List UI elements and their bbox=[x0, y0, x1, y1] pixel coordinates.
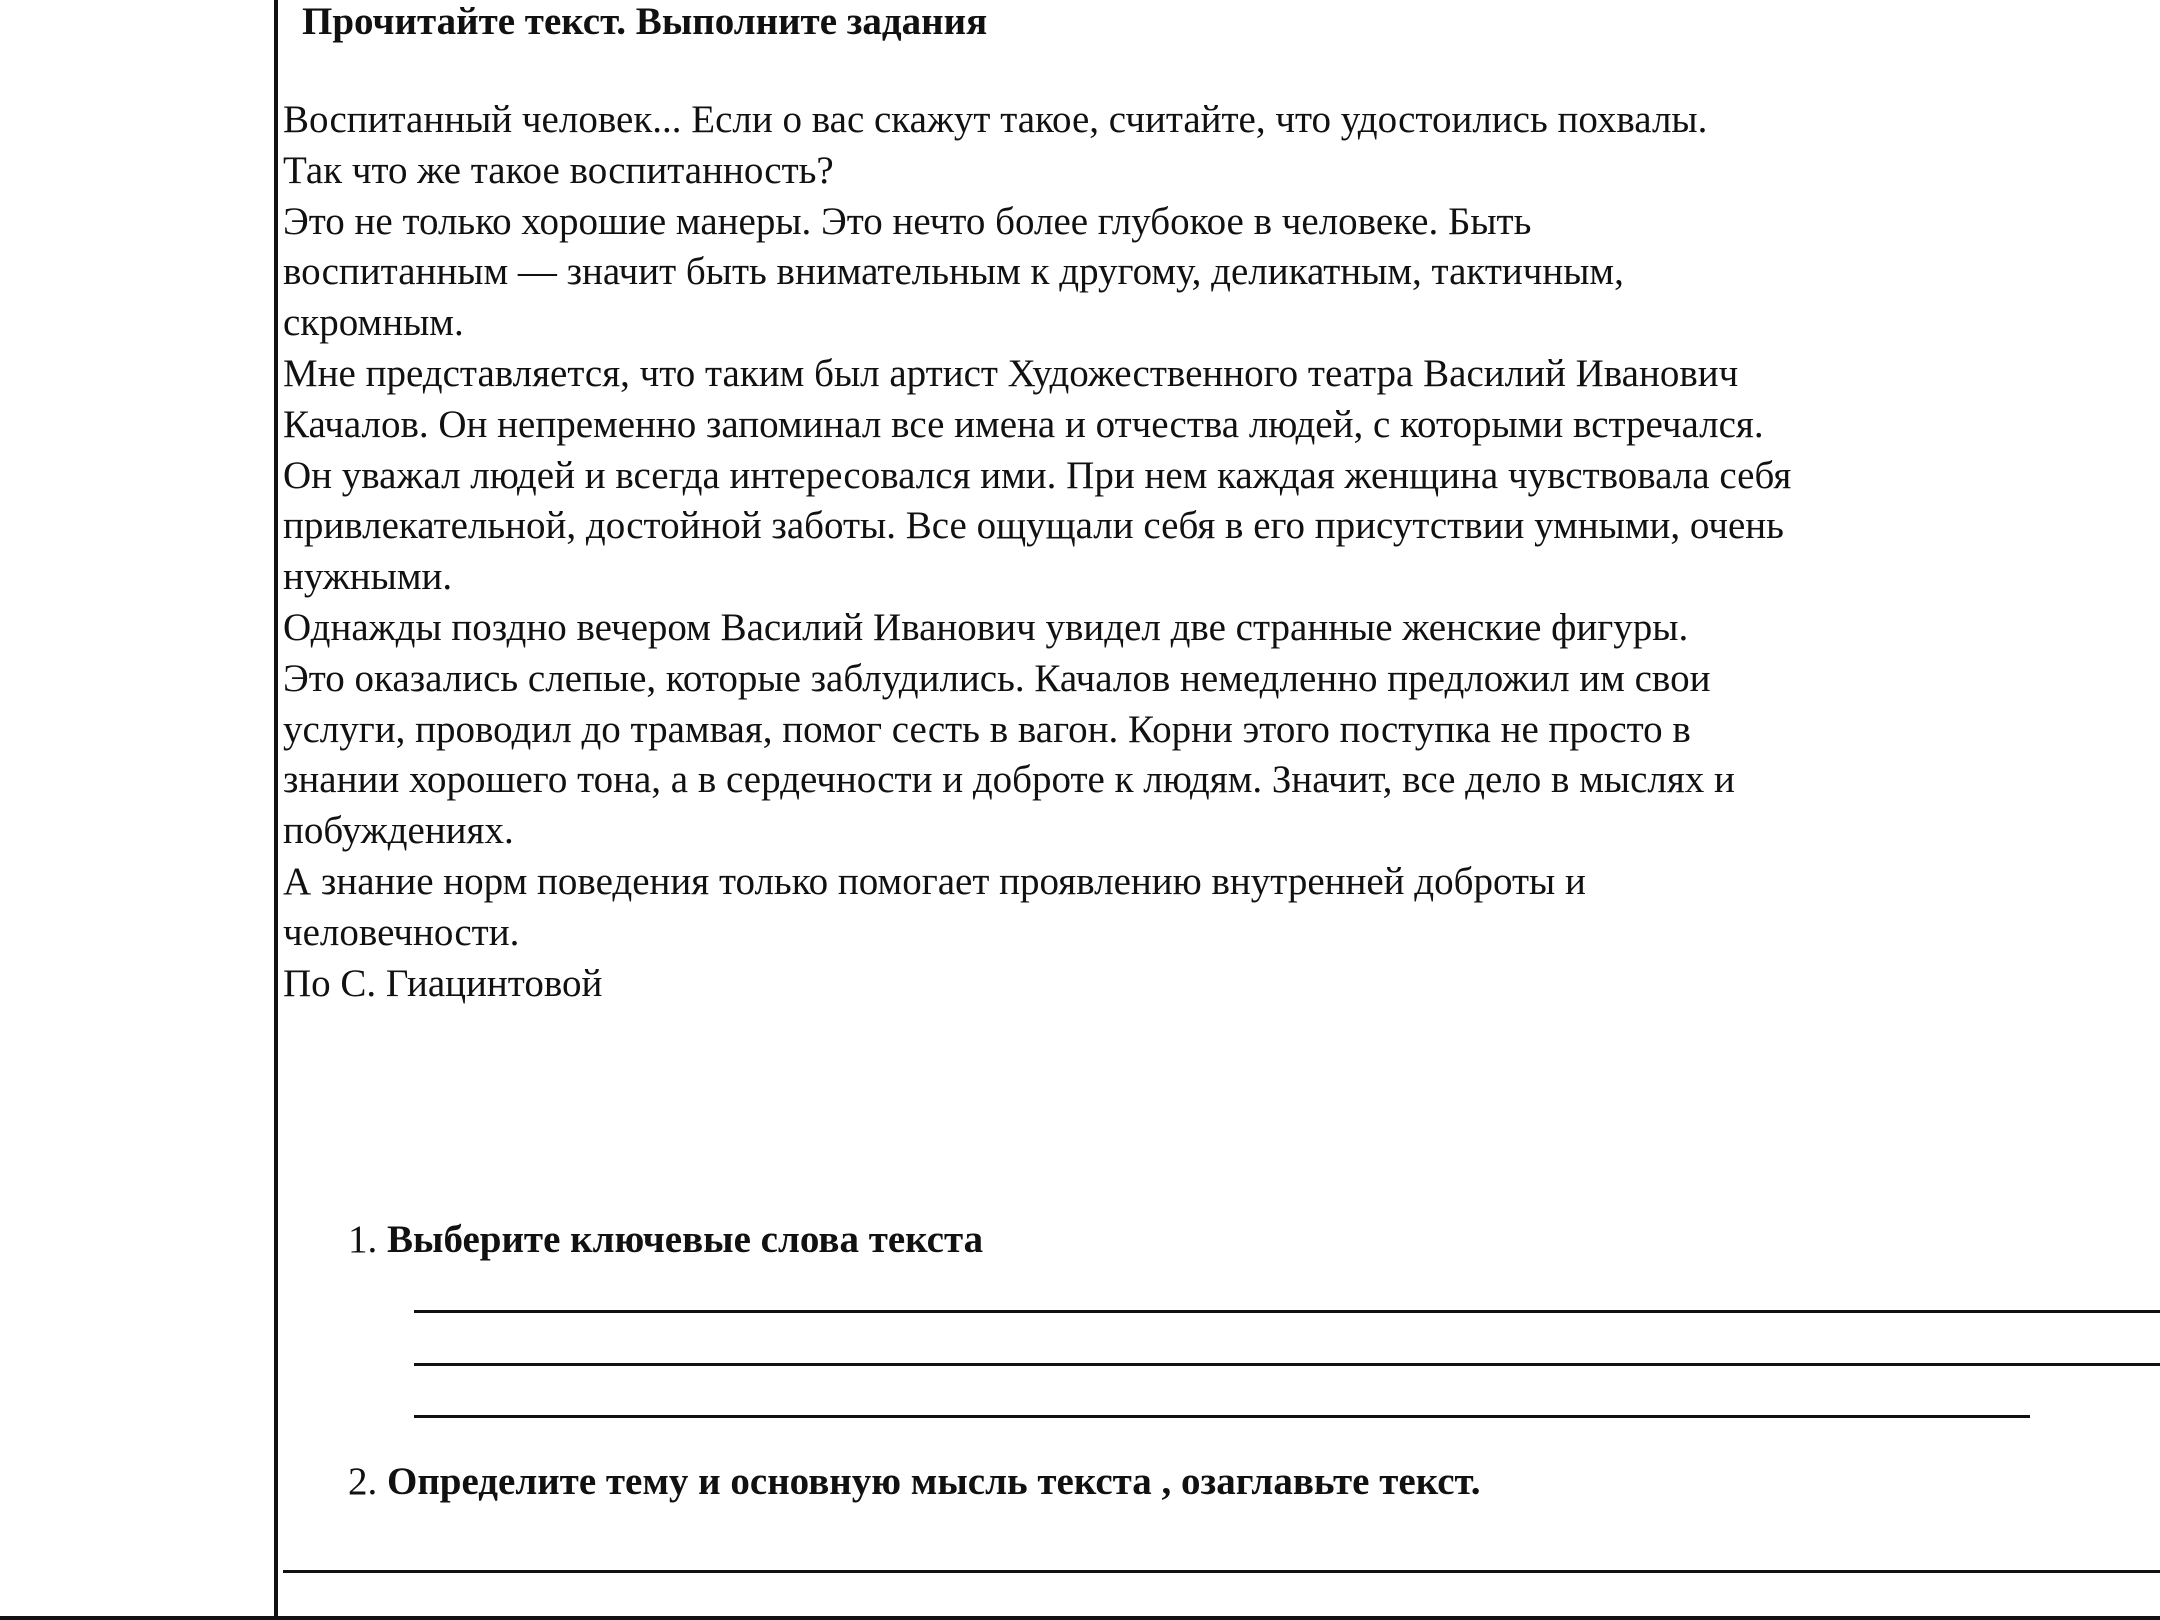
passage-line: привлекательной, достойной заботы. Все ощущали себя в его присутствии умными, очень bbox=[283, 504, 1784, 548]
page-heading: Прочитайте текст. Выполните задания bbox=[302, 0, 988, 43]
answer-line[interactable] bbox=[414, 1415, 2030, 1418]
reading-passage bbox=[283, 95, 2143, 1009]
answer-line[interactable] bbox=[283, 1570, 2160, 1573]
task-text: Определите тему и основную мысль текста , озаглавьте текст. bbox=[387, 1460, 1481, 1503]
task-2 bbox=[348, 1459, 1481, 1505]
passage-line: Так что же такое воспитанность? bbox=[283, 148, 834, 192]
passage-line: воспитанным — значит быть внимательным к другому, деликатным, тактичным, bbox=[283, 250, 1624, 294]
bottom-border-rule bbox=[0, 1616, 2160, 1620]
task-number: 1. bbox=[348, 1218, 378, 1261]
passage-line: Качалов. Он непременно запоминал все имена и отчества людей, с которыми встречался. bbox=[283, 402, 1764, 446]
passage-line: скромным. bbox=[283, 301, 464, 345]
answer-line[interactable] bbox=[414, 1363, 2160, 1366]
passage-line: знании хорошего тона, а в сердечности и доброте к людям. Значит, все дело в мыслях и bbox=[283, 758, 1735, 802]
passage-line: нужными. bbox=[283, 555, 453, 599]
passage-line: Это оказались слепые, которые заблудились. Качалов немедленно предложил им свои bbox=[283, 656, 1711, 700]
passage-line: Это не только хорошие манеры. Это нечто более глубокое в человеке. Быть bbox=[283, 199, 1532, 243]
answer-line[interactable] bbox=[414, 1310, 2160, 1313]
left-border-rule bbox=[274, 0, 278, 1620]
passage-line: А знание норм поведения только помогает проявлению внутренней доброты и bbox=[283, 859, 1586, 903]
passage-line: Мне представляется, что таким был артист Художественного театра Василий Иванович bbox=[283, 351, 1739, 395]
task-1 bbox=[348, 1217, 983, 1263]
passage-line: Однажды поздно вечером Василий Иванович увидел две странные женские фигуры. bbox=[283, 605, 1689, 649]
passage-attribution: По С. Гиацинтовой bbox=[283, 961, 603, 1005]
task-text: Выберите ключевые слова текста bbox=[387, 1218, 984, 1261]
passage-line: Воспитанный человек... Если о вас скажут такое, считайте, что удостоились похвалы. bbox=[283, 98, 1708, 141]
passage-line: побуждениях. bbox=[283, 809, 514, 853]
task-number: 2. bbox=[348, 1460, 378, 1503]
passage-line: услуги, проводил до трамвая, помог сесть в вагон. Корни этого поступка не просто в bbox=[283, 707, 1691, 751]
passage-line: человечности. bbox=[283, 910, 520, 954]
passage-line: Он уважал людей и всегда интересовался ими. При нем каждая женщина чувствовала себя bbox=[283, 453, 1792, 497]
